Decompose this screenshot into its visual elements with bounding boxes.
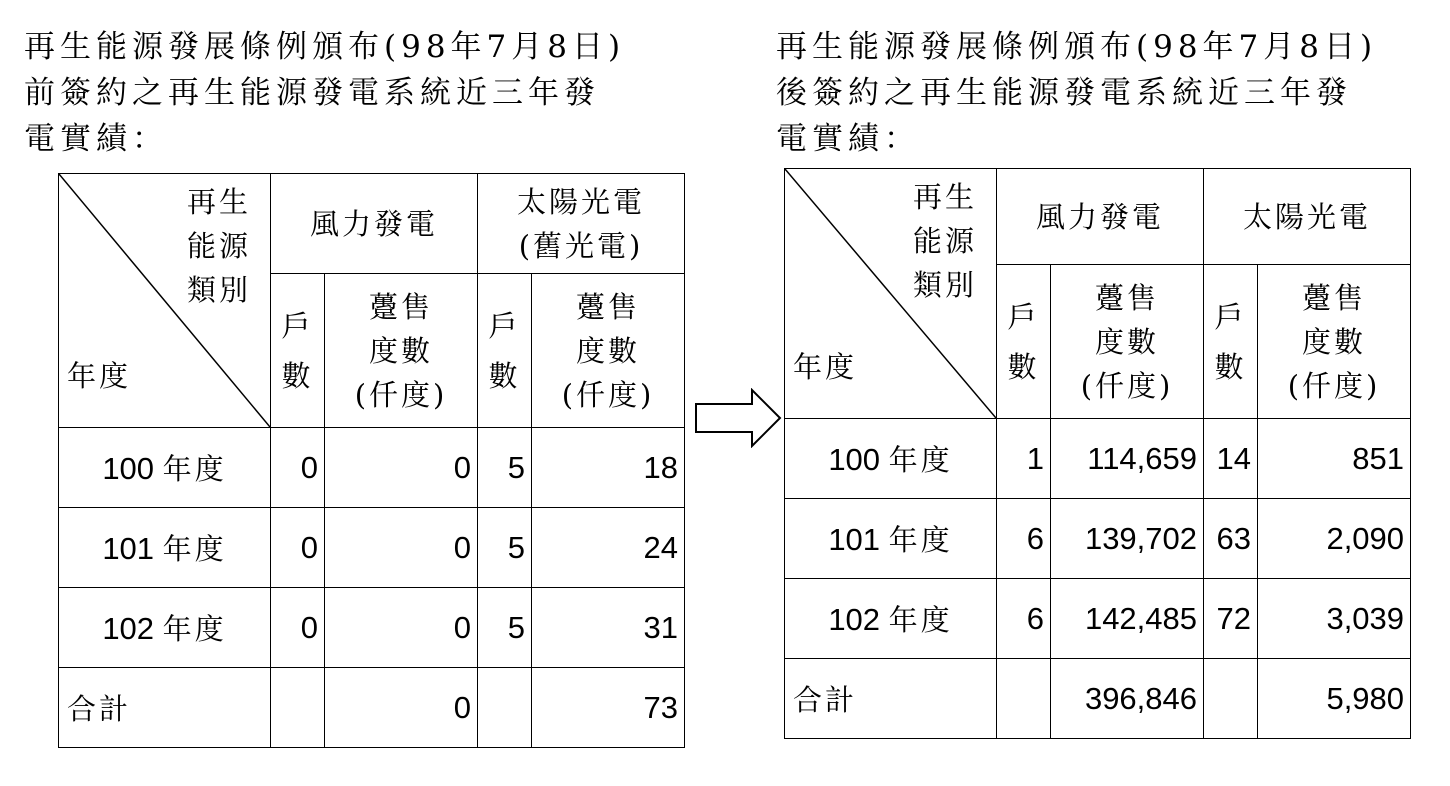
solar-sold-cell: 31 [532,588,685,668]
right-heading-line-2: 後簽約之再生能源發電系統近三年發 [776,75,1352,111]
solar-sold-total: 5,980 [1258,659,1411,739]
table-row [59,428,685,508]
wind-sold-header: 躉售 度數 (仟度) [1051,265,1204,419]
year-cell: 100 年度 [785,419,997,499]
right-arrow-icon [694,388,784,448]
year-label: 年度 [67,359,132,393]
year-cell: 101 年度 [59,508,271,588]
year-cell: 100 年度 [59,428,271,508]
wind-sold-cell: 0 [325,508,478,588]
left-heading [24,24,625,162]
year-cell: 101 年度 [785,499,997,579]
solar-households-header: 戶 數 [478,274,532,428]
left-heading-line-3: 電實績： [24,121,168,157]
total-label: 合計 [785,659,997,739]
solar-households-cell: 72 [1204,579,1258,659]
header-row-groups [785,169,1411,265]
solar-sold-cell: 3,039 [1258,579,1411,659]
solar-households-cell: 5 [478,508,532,588]
wind-households-header: 戶 數 [997,265,1051,419]
solar-households-total [1204,659,1258,739]
wind-households-cell: 0 [271,428,325,508]
right-heading-line-3: 電實績： [776,121,920,157]
right-performance-table [784,168,1411,739]
total-label: 合計 [59,668,271,748]
right-heading [776,24,1377,162]
wind-sold-cell: 114,659 [1051,419,1204,499]
corner-header-cell [785,169,997,419]
category-label: 再生 能源 類別 [912,180,977,302]
solar-households-header: 戶 數 [1204,265,1258,419]
year-cell: 102 年度 [785,579,997,659]
total-row [59,668,685,748]
solar-households-cell: 14 [1204,419,1258,499]
left-heading-line-1: 再生能源發展條例頒布(98年7月8日) [24,29,626,65]
wind-power-header: 風力發電 [271,174,478,274]
wind-households-total [271,668,325,748]
wind-sold-cell: 142,485 [1051,579,1204,659]
year-cell: 102 年度 [59,588,271,668]
header-row-groups [59,174,685,274]
table-row [59,508,685,588]
solar-sold-cell: 851 [1258,419,1411,499]
table-row [785,499,1411,579]
left-heading-line-2: 前簽約之再生能源發電系統近三年發 [24,75,600,111]
solar-households-cell: 63 [1204,499,1258,579]
wind-households-header: 戶 數 [271,274,325,428]
solar-households-cell: 5 [478,588,532,668]
year-label: 年度 [793,350,858,384]
wind-households-total [997,659,1051,739]
wind-sold-total: 0 [325,668,478,748]
solar-power-header: 太陽光電 [1204,169,1411,265]
solar-sold-header: 躉售 度數 (仟度) [1258,265,1411,419]
table-row [785,419,1411,499]
wind-sold-cell: 139,702 [1051,499,1204,579]
wind-sold-cell: 0 [325,588,478,668]
solar-sold-cell: 2,090 [1258,499,1411,579]
wind-sold-header: 躉售 度數 (仟度) [325,274,478,428]
solar-power-header: 太陽光電 (舊光電) [478,174,685,274]
wind-households-cell: 6 [997,499,1051,579]
table-row [785,579,1411,659]
wind-sold-total: 396,846 [1051,659,1204,739]
corner-header-cell [59,174,271,428]
solar-sold-cell: 24 [532,508,685,588]
right-heading-line-1: 再生能源發展條例頒布(98年7月8日) [776,29,1378,65]
category-label: 再生 能源 類別 [186,185,251,307]
solar-sold-header: 躉售 度數 (仟度) [532,274,685,428]
wind-sold-cell: 0 [325,428,478,508]
total-row [785,659,1411,739]
wind-households-cell: 6 [997,579,1051,659]
wind-households-cell: 0 [271,508,325,588]
left-performance-table [58,173,685,748]
table-row [59,588,685,668]
solar-households-total [478,668,532,748]
wind-households-cell: 1 [997,419,1051,499]
solar-households-cell: 5 [478,428,532,508]
wind-power-header: 風力發電 [997,169,1204,265]
solar-sold-total: 73 [532,668,685,748]
wind-households-cell: 0 [271,588,325,668]
solar-sold-cell: 18 [532,428,685,508]
